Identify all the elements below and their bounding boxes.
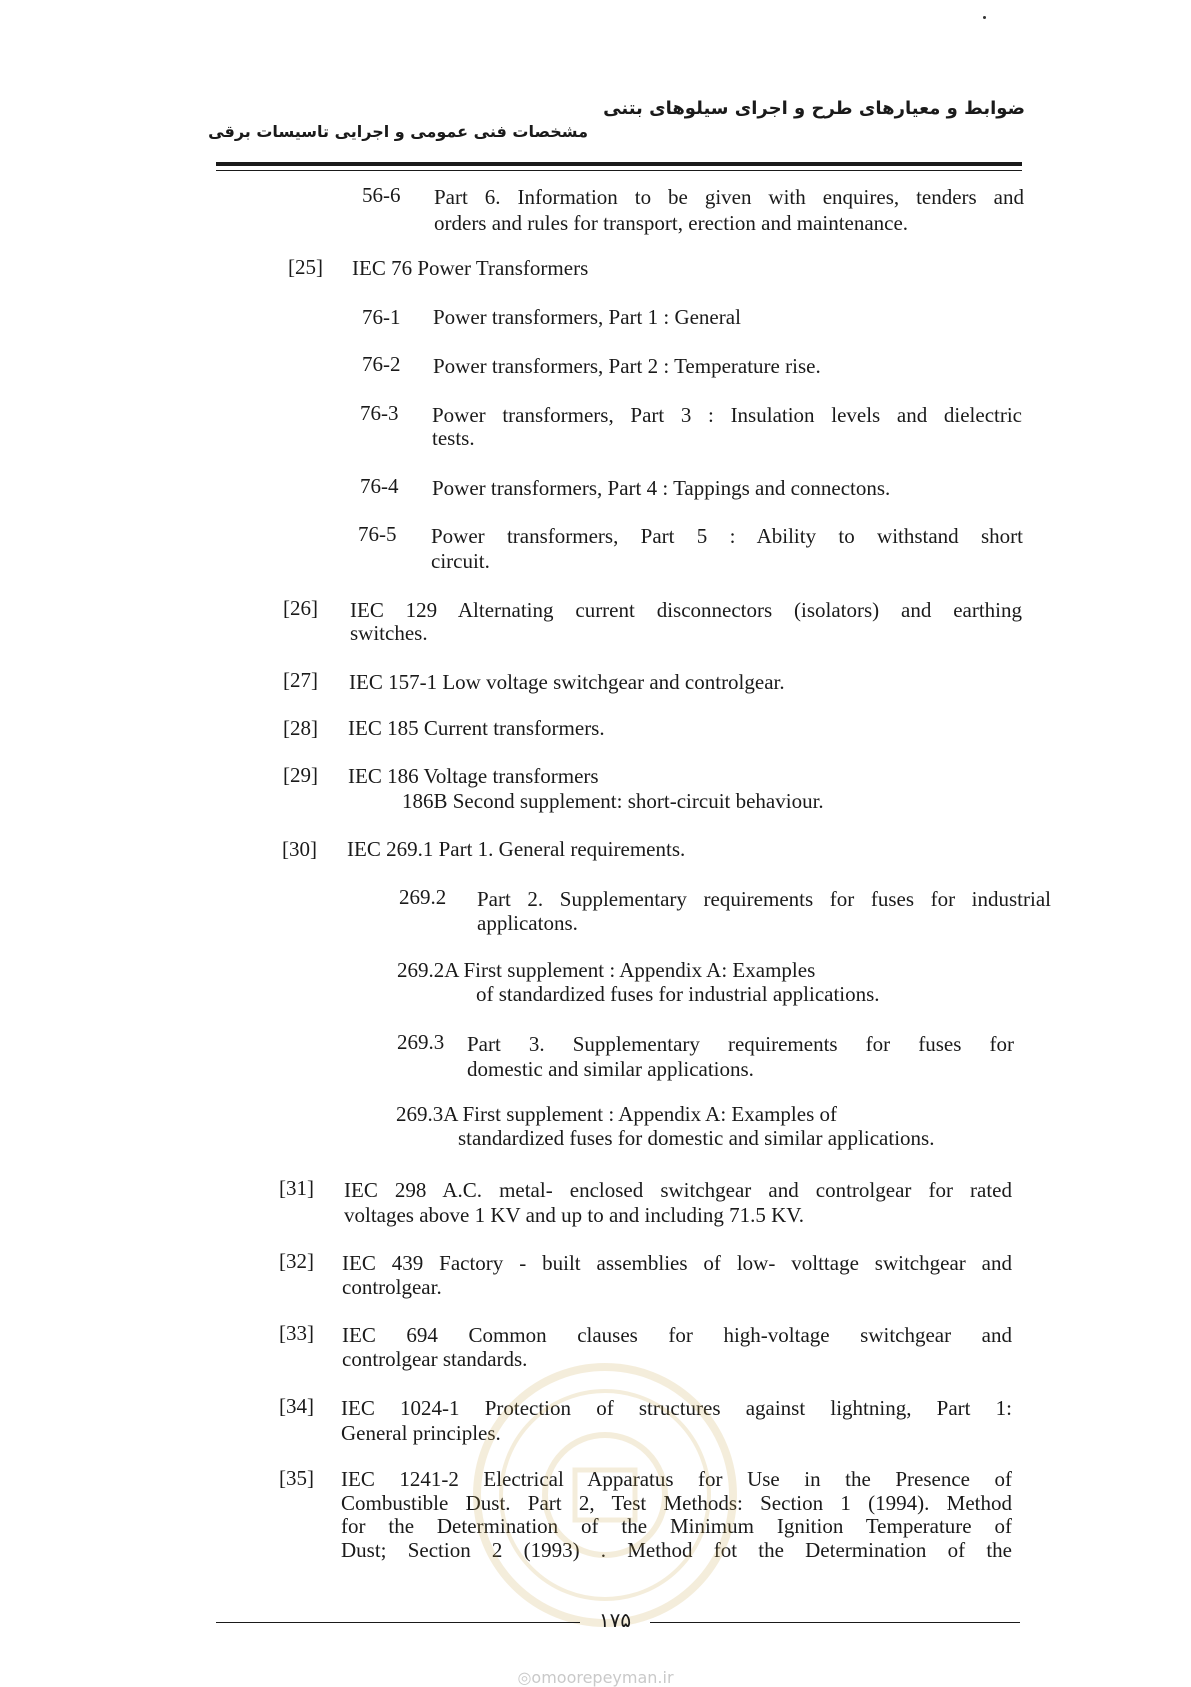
- part-text: orders and rules for transport, erection and maintenance.: [434, 211, 909, 235]
- reference-text: 186B Second supplement: short-circuit behaviour.: [402, 789, 824, 813]
- footer-rule-right: [650, 1622, 1020, 1623]
- reference-text: Dust; Section 2 (1993) . Method fot the Determination of the: [341, 1538, 1012, 1562]
- scan-speck: [983, 16, 986, 19]
- reference-number: [31]: [279, 1176, 314, 1200]
- reference-text: IEC 157-1 Low voltage switchgear and controlgear.: [349, 670, 785, 694]
- part-text: applicatons.: [477, 911, 578, 935]
- part-text: standardized fuses for domestic and similar applications.: [458, 1126, 935, 1150]
- reference-text: IEC 129 Alternating current disconnectors (isolators) and earthing: [350, 598, 1022, 622]
- part-text: Part 2. Supplementary requirements for fuses for industrial: [477, 887, 1051, 911]
- part-text: domestic and similar applications.: [467, 1057, 754, 1081]
- footer-rule-left: [216, 1622, 580, 1623]
- reference-text: switches.: [350, 621, 428, 645]
- part-code: 76-1: [362, 305, 401, 329]
- document-title: ضوابط و معیارهای طرح و اجرای سیلوهای بتنی: [603, 98, 1025, 119]
- reference-number: [35]: [279, 1466, 314, 1490]
- reference-text: IEC 1024-1 Protection of structures against lightning, Part 1:: [341, 1396, 1012, 1420]
- reference-number: [28]: [283, 716, 318, 740]
- reference-number: [29]: [283, 763, 318, 787]
- reference-text: IEC 694 Common clauses for high-voltage switchgear and: [342, 1323, 1012, 1347]
- part-text: Power transformers, Part 1 : General: [433, 305, 741, 329]
- reference-text: IEC 1241-2 Electrical Apparatus for Use in the Presence of: [341, 1467, 1012, 1491]
- document-subtitle: مشخصات فنی عمومی و اجرایی تاسیسات برقی: [208, 122, 588, 141]
- reference-number: [32]: [279, 1249, 314, 1273]
- reference-text: IEC 439 Factory - built assemblies of low- volttage switchgear and: [342, 1251, 1012, 1275]
- reference-number: [33]: [279, 1321, 314, 1345]
- part-code: 76-3: [360, 401, 399, 425]
- part-code: 56-6: [362, 183, 401, 207]
- reference-number: [27]: [283, 668, 318, 692]
- page-number: ۱۷۵: [598, 1608, 632, 1632]
- part-text: Part 6. Information to be given with enquires, tenders and: [434, 185, 1024, 209]
- part-code: 269.2: [399, 885, 447, 909]
- part-text: circuit.: [431, 549, 490, 573]
- part-text: Power transformers, Part 2 : Temperature rise.: [433, 354, 821, 378]
- part-text: Part 3. Supplementary requirements for fuses for: [467, 1032, 1014, 1056]
- part-text: tests.: [432, 426, 475, 450]
- reference-text: controlgear standards.: [342, 1347, 528, 1371]
- header-rule-thick: [216, 162, 1022, 166]
- seal-watermark: [470, 1360, 740, 1630]
- part-text: Power transformers, Part 5 : Ability to withstand short: [431, 524, 1023, 548]
- reference-text: IEC 298 A.C. metal- enclosed switchgear and controlgear for rated: [344, 1178, 1012, 1202]
- part-text: 269.3A First supplement : Appendix A: Examples of: [396, 1102, 837, 1126]
- reference-text: for the Determination of the Minimum Ignition Temperature of: [341, 1514, 1012, 1538]
- part-code: 76-2: [362, 352, 401, 376]
- reference-text: IEC 76 Power Transformers: [352, 256, 589, 280]
- reference-number: [25]: [288, 255, 323, 279]
- reference-number: [30]: [282, 837, 317, 861]
- part-text: of standardized fuses for industrial applications.: [476, 982, 880, 1006]
- website-watermark: ◎omoorepeyman.ir: [517, 1668, 674, 1687]
- reference-text: IEC 269.1 Part 1. General requirements.: [347, 837, 686, 861]
- reference-number: [34]: [279, 1394, 314, 1418]
- part-code: 269.3: [397, 1030, 445, 1054]
- part-code: 76-5: [358, 522, 397, 546]
- reference-text: IEC 186 Voltage transformers: [348, 764, 599, 788]
- reference-text: voltages above 1 KV and up to and including 71.5 KV.: [344, 1203, 805, 1227]
- part-text: 269.2A First supplement : Appendix A: Examples: [397, 958, 816, 982]
- reference-number: [26]: [283, 596, 318, 620]
- reference-text: controlgear.: [342, 1275, 442, 1299]
- globe-icon: ◎: [517, 1668, 532, 1687]
- reference-text: Combustible Dust. Part 2, Test Methods: Section 1 (1994). Method: [341, 1491, 1012, 1515]
- part-text: Power transformers, Part 4 : Tappings and connectons.: [432, 476, 891, 500]
- part-text: Power transformers, Part 3 : Insulation levels and dielectric: [432, 403, 1022, 427]
- reference-text: General principles.: [341, 1421, 501, 1445]
- header-rule-thin: [216, 170, 1022, 171]
- reference-text: IEC 185 Current transformers.: [348, 716, 605, 740]
- part-code: 76-4: [360, 474, 399, 498]
